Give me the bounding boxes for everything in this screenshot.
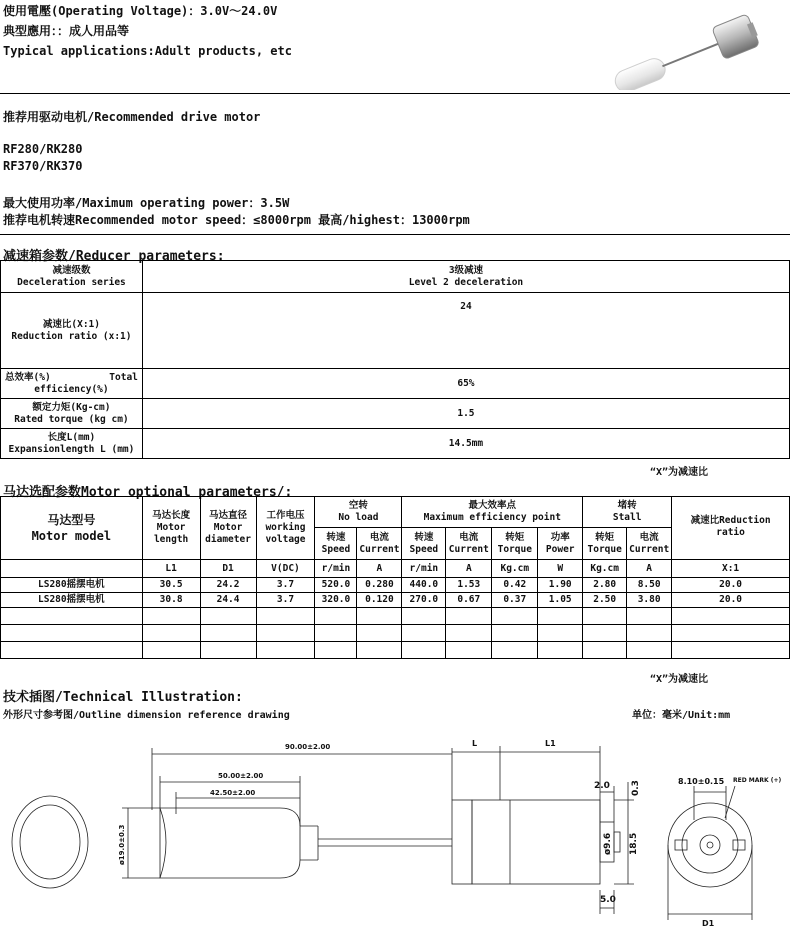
units-row [1, 560, 790, 578]
header-cell: 空转 No load [315, 497, 402, 528]
product-photo [598, 0, 768, 90]
table-cell: 24.2 [200, 578, 256, 593]
table-cell: L1 [142, 560, 200, 578]
table-cell: r/min [315, 560, 357, 578]
table-cell: 3.7 [256, 578, 315, 593]
table-row [1, 261, 790, 293]
dim-18-5: 18.5 [629, 832, 639, 855]
dim-total-length: 90.00±2.00 [285, 743, 331, 751]
divider [0, 234, 790, 235]
empty-row [1, 642, 790, 659]
dim-diameter: ø19.0±0.3 [118, 824, 126, 865]
table-cell: 270.0 [402, 593, 446, 608]
table-cell: V(DC) [256, 560, 315, 578]
table-cell [1, 560, 143, 578]
recommended-motor-title: 推荐用驱动电机/Recommended drive motor [3, 110, 261, 124]
header-cell: 工作电压 working voltage [256, 497, 315, 560]
dim-8-10: 8.10±0.15 [678, 777, 725, 786]
table-cell: 总效率(%) Total efficiency(%) [1, 369, 143, 399]
dim-inner-length: 42.50±2.00 [210, 789, 256, 797]
motor-table-title: 马达选配参数Motor optional parameters/: [3, 485, 293, 500]
table-cell: 3.80 [627, 593, 672, 608]
table-cell: 20.0 [672, 578, 790, 593]
table-cell: LS280摇摆电机 [1, 593, 143, 608]
header-cell: 减速比Reduction ratio [672, 497, 790, 560]
header-cell: 最大效率点 Maximum efficiency point [402, 497, 583, 528]
table-cell: A [627, 560, 672, 578]
table-cell: 320.0 [315, 593, 357, 608]
table-cell: 3级减速 Level 2 deceleration [142, 261, 789, 293]
table-cell: 1.53 [446, 578, 492, 593]
technical-drawing [0, 720, 790, 930]
dim-L1: L1 [545, 739, 556, 748]
table-row [1, 293, 790, 369]
table-cell: 减速比(X:1) Reduction ratio (x:1) [1, 293, 143, 369]
header-cell: 转矩 Torque [583, 528, 627, 560]
table-cell: W [538, 560, 583, 578]
header-cell: 马达长度 Motor length [142, 497, 200, 560]
header-cell: 马达直径 Motor diameter [200, 497, 256, 560]
table-cell: 30.8 [142, 593, 200, 608]
motor-option-1: RF280/RK280 [3, 142, 83, 156]
table-row [1, 399, 790, 429]
header-cell: 电流 Current [357, 528, 402, 560]
dim-D1: D1 [702, 919, 715, 928]
header-cell: 转速 Speed [315, 528, 357, 560]
reduction-note-2: “X”为减速比 [650, 674, 709, 685]
table-cell: 65% [142, 369, 789, 399]
table-cell: 长度L(mm) Expansionlength L (mm) [1, 429, 143, 459]
empty-row [1, 625, 790, 642]
table-cell: 0.120 [357, 593, 402, 608]
table-cell: 24 [142, 293, 789, 369]
table-cell: 0.42 [492, 578, 538, 593]
motor-speed-line: 推荐电机转速Recommended motor speed：≤8000rpm 最高/highest：13000rpm [3, 213, 470, 227]
table-row [1, 369, 790, 399]
reducer-title: 减速箱参数/Reducer parameters: [3, 249, 225, 264]
table-cell: D1 [200, 560, 256, 578]
dim-5: 5.0 [600, 895, 616, 905]
reduction-note: “X”为减速比 [650, 467, 709, 478]
table-cell: 1.5 [142, 399, 789, 429]
table-cell: LS280摇摆电机 [1, 578, 143, 593]
header-cell: 电流 Current [627, 528, 672, 560]
table-cell: r/min [402, 560, 446, 578]
table-cell: 0.37 [492, 593, 538, 608]
table-cell: 1.90 [538, 578, 583, 593]
table-cell: 3.7 [256, 593, 315, 608]
red-mark-label: RED MARK (+) [733, 777, 782, 784]
table-cell: 减速级数 Deceleration series [1, 261, 143, 293]
table-row [1, 578, 790, 593]
table-cell: 24.4 [200, 593, 256, 608]
table-cell: 520.0 [315, 578, 357, 593]
application-line: 典型應用：：成人用品等 [3, 24, 130, 38]
header-cell: 电流 Current [446, 528, 492, 560]
unit-label: 单位：毫米/Unit:mm [632, 710, 731, 721]
table-cell: X:1 [672, 560, 790, 578]
voltage-line: 使用電壓(Operating Voltage)：3.0V～24.0V [3, 4, 278, 18]
table-row [1, 593, 790, 608]
typical-applications-line: Typical applications:Adult products, etc [3, 44, 292, 58]
table-cell: 2.80 [583, 578, 627, 593]
table-cell: A [357, 560, 402, 578]
table-cell: 0.280 [357, 578, 402, 593]
dim-2: 2.0 [594, 781, 610, 791]
table-cell: Kg.cm [492, 560, 538, 578]
table-cell: 30.5 [142, 578, 200, 593]
table-cell: 8.50 [627, 578, 672, 593]
header-cell: 转矩 Torque [492, 528, 538, 560]
empty-row [1, 608, 790, 625]
dim-9-6: ø9.6 [603, 832, 613, 855]
table-cell: 1.05 [538, 593, 583, 608]
header-cell: 功率 Power [538, 528, 583, 560]
dim-sleeve-length: 50.00±2.00 [218, 772, 264, 780]
header-cell: 马达型号 Motor model [1, 497, 143, 560]
max-power-line: 最大使用功率/Maximum operating power：3.5W [3, 196, 290, 210]
motor-option-2: RF370/RK370 [3, 159, 83, 173]
table-cell: 0.67 [446, 593, 492, 608]
dim-L: L [472, 739, 478, 748]
header-cell: 转速 Speed [402, 528, 446, 560]
illustration-subtitle: 外形尺寸参考图/Outline dimension reference drawing [3, 710, 290, 721]
divider [0, 93, 790, 94]
motor-parameters-table [0, 496, 790, 659]
table-cell: 额定力矩(Kg-cm) Rated torque (kg cm) [1, 399, 143, 429]
table-row [1, 429, 790, 459]
table-cell: Kg.cm [583, 560, 627, 578]
table-cell: 20.0 [672, 593, 790, 608]
illustration-title: 技术插图/Technical Illustration: [3, 690, 243, 705]
table-cell: 2.50 [583, 593, 627, 608]
header-cell: 堵转 Stall [583, 497, 672, 528]
reducer-table [0, 260, 790, 459]
table-row [1, 497, 790, 528]
table-cell: 440.0 [402, 578, 446, 593]
table-cell: 14.5mm [142, 429, 789, 459]
table-cell: A [446, 560, 492, 578]
dim-0-3: 0.3 [631, 780, 641, 796]
